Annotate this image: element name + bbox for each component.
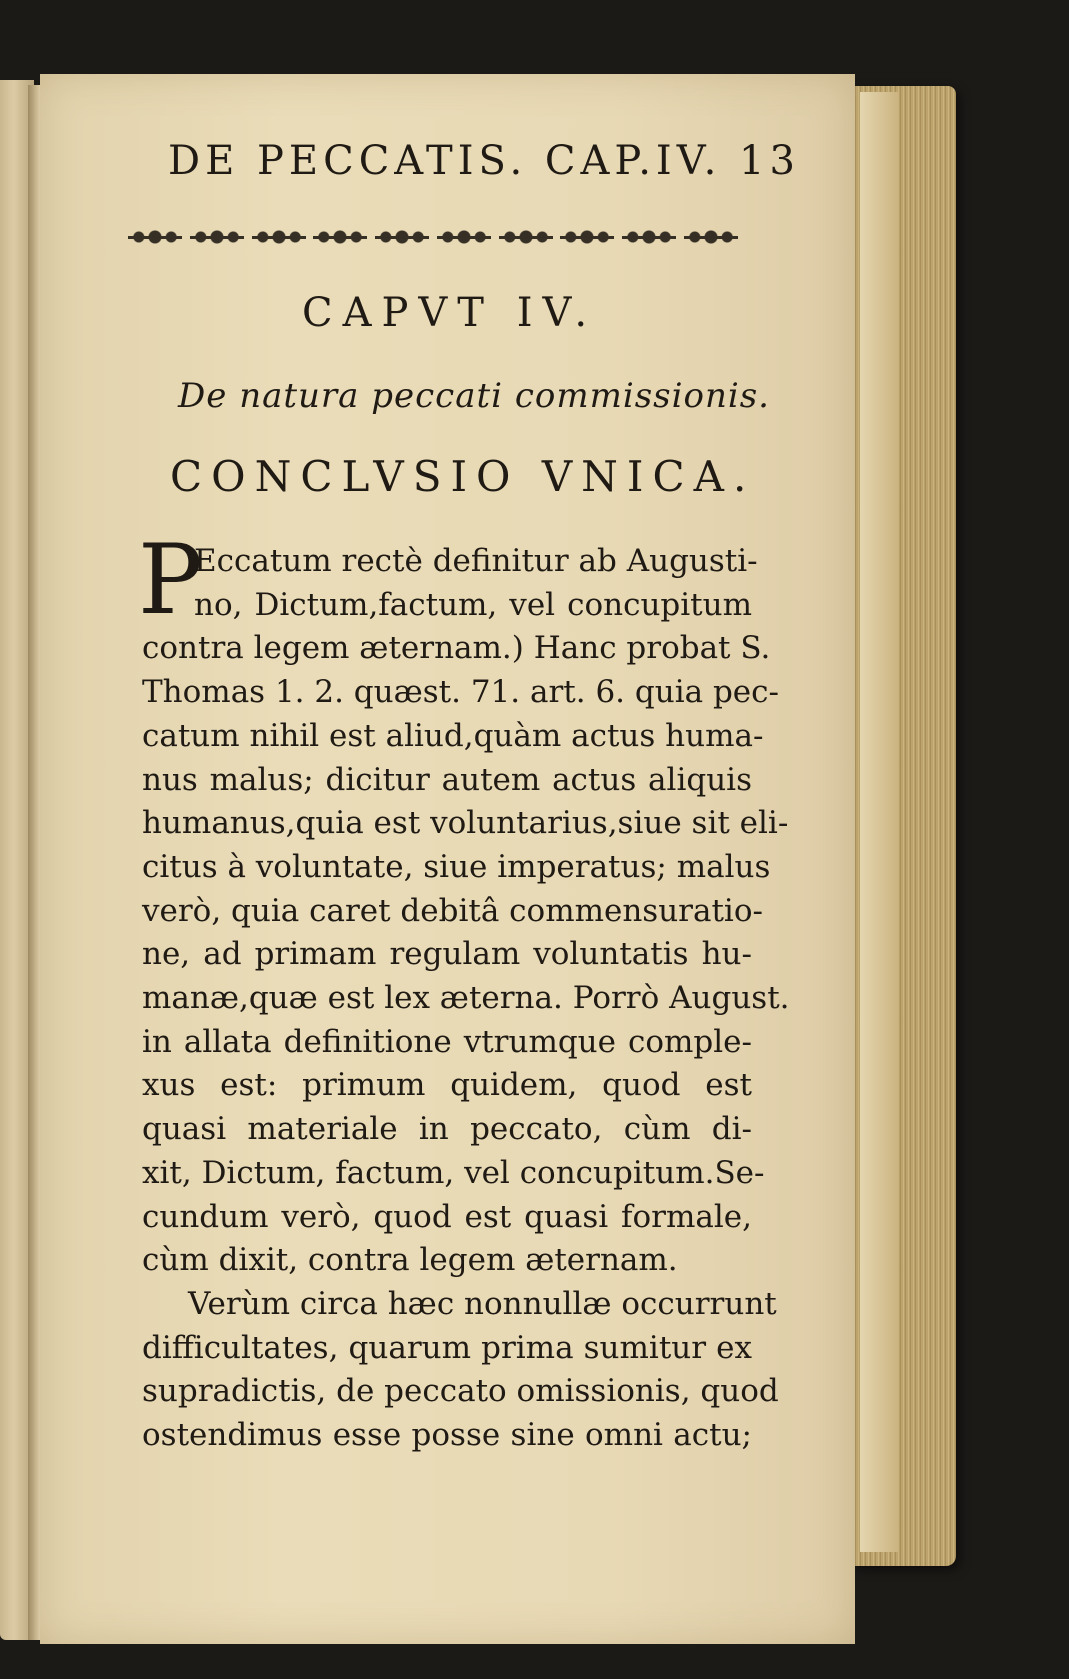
body-line: no, Dictum,factum, vel concupitum (194, 586, 752, 623)
body-line: Verùm circa hæc nonnullæ occurrunt (188, 1285, 777, 1322)
body-line: contra legem æternam.) Hanc probat S. (142, 630, 771, 667)
ornament-fleuron (190, 225, 244, 249)
body-line: ostendimus esse posse sine omni actu; (142, 1417, 752, 1454)
ornament-fleuron (437, 225, 491, 249)
body-line: verò, quia caret debitâ commensuratio- (142, 892, 763, 929)
body-text (142, 540, 790, 1458)
ornament-band (128, 222, 738, 252)
body-line: Thomas 1. 2. quæst. 71. art. 6. quia pec- (142, 674, 779, 711)
ornament-fleuron (622, 225, 676, 249)
body-line: humanus,quia est voluntarius,siue sit eli- (142, 805, 789, 842)
body-line: Eccatum rectè definitur ab Augusti- (194, 543, 758, 579)
body-line: cundum verò, quod est quasi formale, (142, 1198, 752, 1235)
drop-cap: P (138, 524, 203, 636)
body-line: xus est: primum quidem, quod est (142, 1067, 752, 1104)
ornament-fleuron (499, 225, 553, 249)
ornament-fleuron (375, 225, 429, 249)
body-line: supradictis, de peccato omissionis, quod (142, 1373, 779, 1410)
body-line: difficultates, quarum prima sumitur ex (142, 1329, 752, 1366)
body-line: cùm dixit, contra legem æternam. (142, 1242, 678, 1279)
ornament-fleuron (252, 225, 306, 249)
ornament-fleuron (313, 225, 367, 249)
running-head: DE PECCATIS. CAP.IV. 13 (168, 138, 800, 184)
body-line: nus malus; dicitur autem actus aliquis (142, 761, 752, 798)
conclusion-heading: CONCLVSIO VNICA. (170, 452, 756, 501)
body-line: manæ,quæ est lex æterna. Porrò August. (142, 980, 790, 1017)
ornament-fleuron (560, 225, 614, 249)
ornament-fleuron (684, 225, 738, 249)
ornament-fleuron (128, 225, 182, 249)
body-line: quasi materiale in peccato, cùm di- (142, 1111, 752, 1148)
body-line: ne, ad primam regulam voluntatis hu- (142, 936, 752, 973)
next-page-edge (860, 92, 898, 1552)
body-line: citus à voluntate, siue imperatus; malus (142, 848, 771, 885)
chapter-title: CAPVT IV. (302, 290, 598, 336)
body-line: catum nihil est aliud,quàm actus huma- (142, 717, 764, 754)
chapter-subtitle: De natura peccati commissionis. (178, 376, 770, 416)
body-line: in allata definitione vtrumque comple- (142, 1023, 752, 1060)
body-line: xit, Dictum, factum, vel concupitum.Se- (142, 1154, 765, 1191)
